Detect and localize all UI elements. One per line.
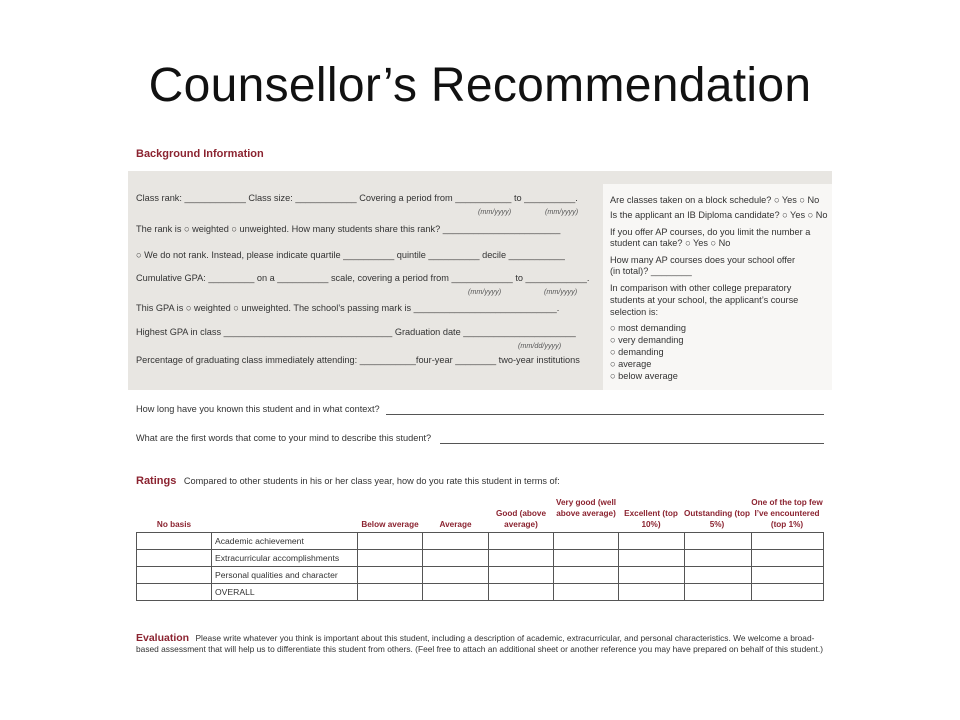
- rating-cell[interactable]: [423, 567, 489, 584]
- rating-cell[interactable]: [358, 533, 423, 550]
- row-label: Academic achievement: [212, 533, 358, 550]
- class-rank-line: Class rank: ____________ Class size: ____________ Covering a period from ___________ to __________.: [136, 193, 578, 203]
- evaluation-heading: Evaluation: [136, 632, 190, 644]
- col-no-basis: No basis: [156, 520, 192, 529]
- ratings-heading: Ratings: [136, 475, 177, 487]
- col-outstanding: Outstanding (top 5%): [684, 509, 750, 529]
- rating-cell[interactable]: [358, 567, 423, 584]
- rating-cell[interactable]: [619, 567, 685, 584]
- rating-cell[interactable]: [752, 533, 824, 550]
- option-below-average: ○ below average: [610, 371, 678, 381]
- rating-cell[interactable]: [685, 550, 752, 567]
- ratings-header: [136, 475, 560, 487]
- row-label: Extracurricular accomplishments: [212, 550, 358, 567]
- col-excellent: Excellent (top 10%): [624, 509, 678, 529]
- rating-cell[interactable]: [752, 584, 824, 601]
- ap-limit-question: If you offer AP courses, do you limit the number a: [610, 227, 811, 237]
- ap-count-question: How many AP courses does your school offer: [610, 255, 796, 265]
- no-rank-line: ○ We do not rank. Instead, please indicate quartile __________ quintile __________ decile ___________: [136, 250, 565, 260]
- period2-to-format: (mm/yyyy): [544, 287, 578, 296]
- col-good: Good (above average): [495, 509, 547, 529]
- no-basis-cell[interactable]: [137, 567, 212, 584]
- period2-from-format: (mm/yyyy): [468, 287, 502, 296]
- course-selection-question-cont: students at your school, the applicant’s course: [610, 295, 799, 305]
- col-top-few: One of the top few I’ve encountered (top 1%): [751, 498, 823, 529]
- ap-limit-question-cont: student can take? ○ Yes ○ No: [610, 238, 731, 248]
- rating-cell[interactable]: [554, 584, 619, 601]
- table-row: [137, 584, 824, 601]
- no-basis-cell[interactable]: [137, 584, 212, 601]
- rating-cell[interactable]: [358, 550, 423, 567]
- col-below-average: Below average: [361, 520, 419, 529]
- rating-cell[interactable]: [489, 550, 554, 567]
- period1-from-format: (mm/yyyy): [478, 207, 512, 216]
- answer-line-context: [386, 414, 824, 415]
- table-row: [137, 550, 824, 567]
- rating-cell[interactable]: [554, 533, 619, 550]
- evaluation-text: Please write whatever you think is important about this student, including a description of academic, extracurricular, and personal characteristics. We welcome a broad-based assessment that will help us to differentiate this student from others. (Feel free to attach an additional sheet or another reference you may have prepared on behalf of this student.): [136, 633, 823, 654]
- gpa-weighting-line: This GPA is ○ weighted ○ unweighted. The school’s passing mark is ____________________________.: [136, 303, 560, 313]
- rating-cell[interactable]: [489, 533, 554, 550]
- question-first-words: What are the first words that come to your mind to describe this student?: [136, 433, 432, 443]
- no-basis-cell[interactable]: [137, 533, 212, 550]
- rating-cell[interactable]: [619, 584, 685, 601]
- answer-line-first-words: [440, 443, 824, 444]
- slide-title: Counsellor’s Recommendation: [148, 59, 812, 112]
- table-row: [137, 533, 824, 550]
- rating-cell[interactable]: [554, 550, 619, 567]
- period1-to-format: (mm/yyyy): [545, 207, 579, 216]
- rating-cell[interactable]: [423, 550, 489, 567]
- col-very-good: Very good (well above average): [555, 498, 617, 518]
- row-label: OVERALL: [212, 584, 358, 601]
- graduation-format: (mm/dd/yyyy): [518, 341, 562, 350]
- rating-cell[interactable]: [685, 567, 752, 584]
- rating-cell[interactable]: [554, 567, 619, 584]
- rating-cell[interactable]: [489, 567, 554, 584]
- rating-cell[interactable]: [358, 584, 423, 601]
- rating-cell[interactable]: [752, 567, 824, 584]
- question-known-context: How long have you known this student and in what context?: [136, 404, 380, 414]
- rank-weighting-line: The rank is ○ weighted ○ unweighted. How many students share this rank? _______________________: [136, 224, 561, 234]
- rating-cell[interactable]: [619, 533, 685, 550]
- course-selection-question-end: selection is:: [610, 307, 659, 317]
- table-row: [137, 567, 824, 584]
- background-heading: Background Information: [136, 148, 264, 160]
- rating-cell[interactable]: [489, 584, 554, 601]
- rating-cell[interactable]: [752, 550, 824, 567]
- cumulative-gpa-line: Cumulative GPA: _________ on a __________ scale, covering a period from ____________ to ____________.: [136, 273, 590, 283]
- ap-count-question-cont: (in total)? ________: [610, 266, 692, 276]
- course-selection-question: In comparison with other college preparatory: [610, 283, 792, 293]
- ratings-prompt: Compared to other students in his or her class year, how do you rate this student in terms of:: [183, 476, 560, 486]
- graduating-class-line: Percentage of graduating class immediately attending: ___________four-year ________ two-year institutions: [136, 355, 580, 365]
- highest-gpa-line: Highest GPA in class _________________________________ Graduation date ______________________: [136, 327, 576, 337]
- row-label: Personal qualities and character: [212, 567, 358, 584]
- block-schedule-question: Are classes taken on a block schedule? ○ Yes ○ No: [610, 195, 820, 205]
- rating-cell[interactable]: [423, 584, 489, 601]
- no-basis-cell[interactable]: [137, 550, 212, 567]
- rating-cell[interactable]: [423, 533, 489, 550]
- ib-diploma-question: Is the applicant an IB Diploma candidate? ○ Yes ○ No: [610, 210, 828, 220]
- option-very-demanding: ○ very demanding: [610, 335, 684, 345]
- evaluation-block: [136, 633, 836, 655]
- option-demanding: ○ demanding: [610, 347, 664, 357]
- col-average: Average: [439, 520, 472, 529]
- rating-cell[interactable]: [619, 550, 685, 567]
- ratings-table: [136, 532, 824, 601]
- rating-cell[interactable]: [685, 584, 752, 601]
- option-most-demanding: ○ most demanding: [610, 323, 687, 333]
- option-average: ○ average: [610, 359, 652, 369]
- rating-cell[interactable]: [685, 533, 752, 550]
